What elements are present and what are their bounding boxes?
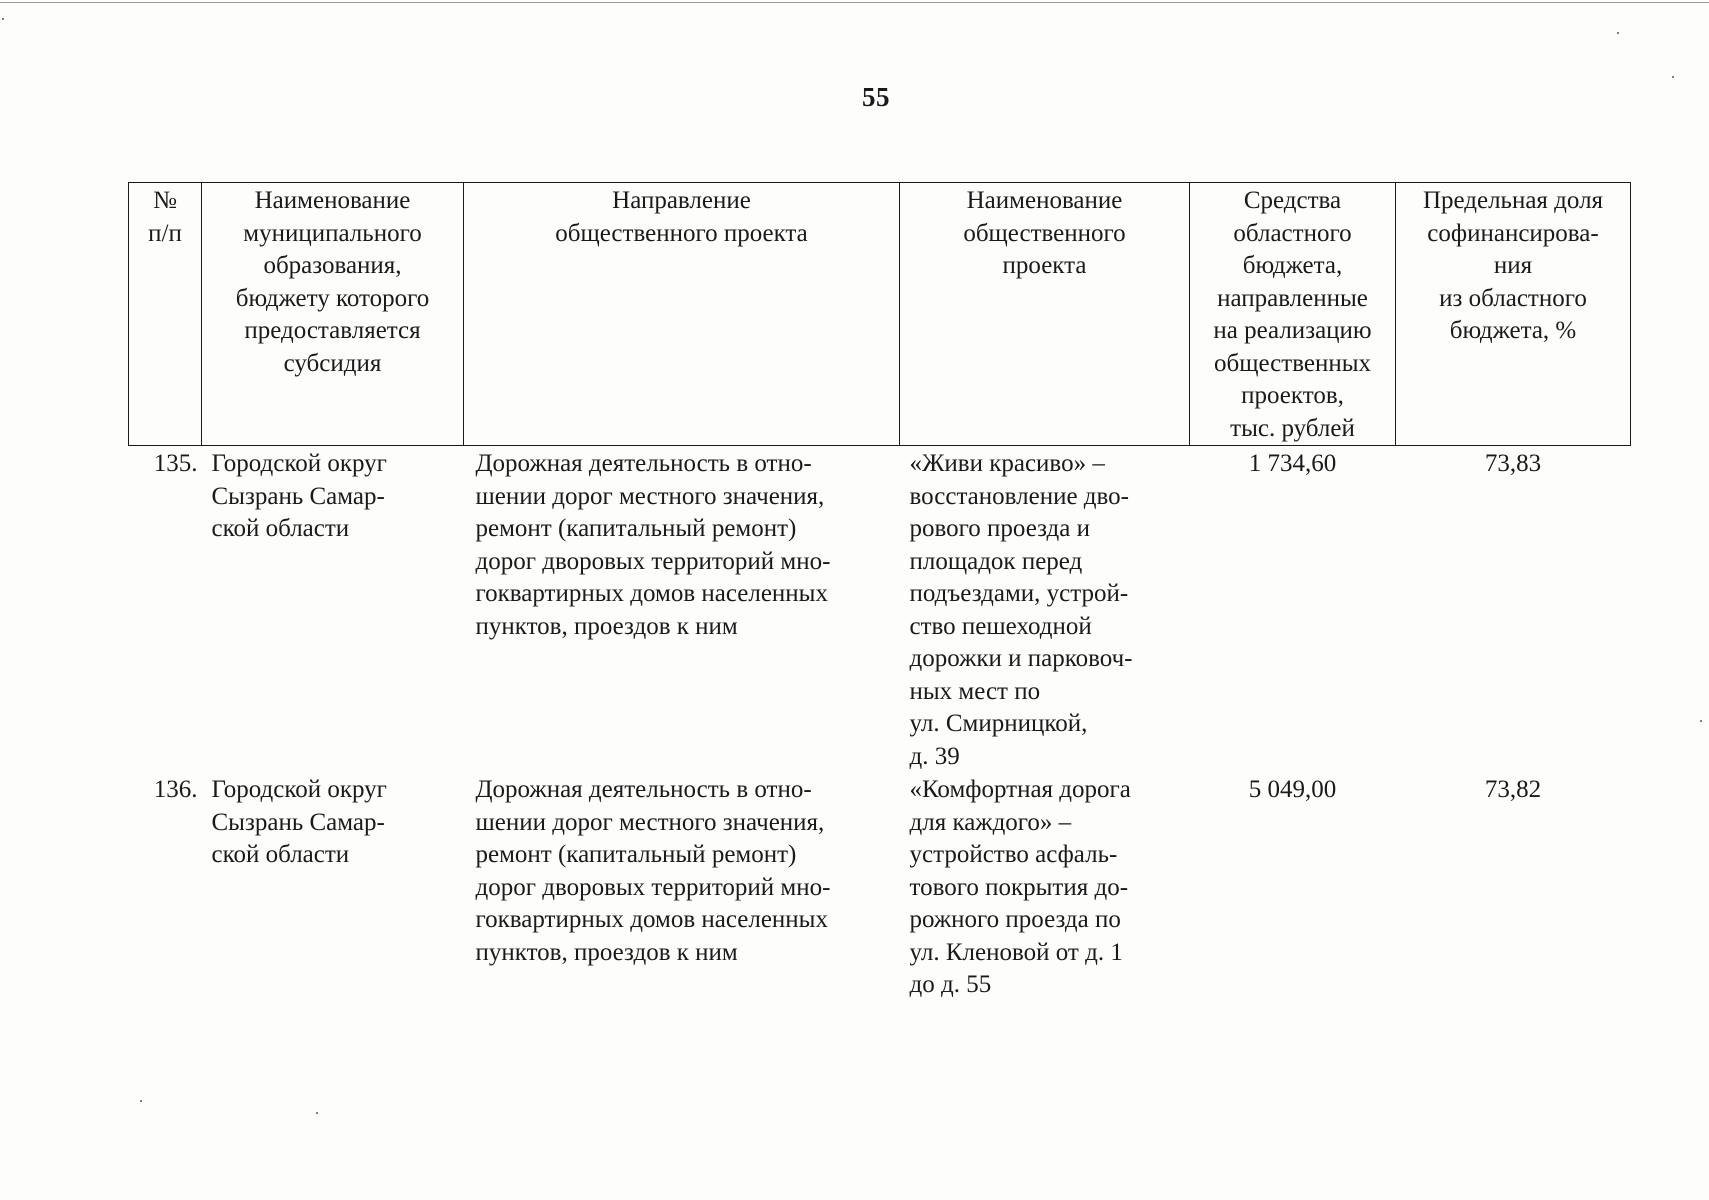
table-body	[129, 446, 1631, 1002]
scan-speck	[140, 1100, 142, 1102]
scan-speck	[316, 1112, 318, 1114]
top-edge-rule	[0, 2, 1709, 3]
project-name-cell: «Комфортная дорога для каждого» – устройство асфаль- тового покрытия до- рожного проезда по ул. Кленовой от д. 1 до д. 55	[909, 776, 1131, 998]
header-cofinancing-share: Предельная доля софинансирова- ния из областного бюджета, %	[1396, 183, 1631, 446]
header-project-name: Наименование общественного проекта	[900, 183, 1190, 446]
scan-speck	[1700, 720, 1702, 722]
subsidy-table	[128, 182, 1631, 1002]
funds-cell: 5 049,00	[1248, 776, 1337, 803]
share-cell: 73,82	[1484, 776, 1542, 803]
municipality-cell: Городской округ Сызрань Самар- ской области	[211, 450, 387, 542]
row-number: 136.	[153, 776, 198, 803]
scan-speck	[2, 18, 4, 20]
row-number: 135.	[153, 450, 198, 477]
scan-speck	[1617, 32, 1619, 34]
page-number: 55	[862, 82, 890, 112]
funds-cell: 1 734,60	[1248, 450, 1337, 477]
share-cell: 73,83	[1484, 450, 1542, 477]
header-row	[129, 183, 1631, 446]
direction-cell: Дорожная деятельность в отно- шении дорог местного значения, ремонт (капитальный ремонт) дорог дворовых территорий мно- гоквартирных домов населенных пунктов, проездов к ним	[475, 776, 831, 966]
table-header	[129, 183, 1631, 446]
table-row	[129, 774, 1631, 1002]
header-project-direction: Направление общественного проекта	[464, 183, 900, 446]
header-municipality: Наименование муниципального образования, бюджету которого предоставляется субсидия	[202, 183, 464, 446]
header-regional-funds: Средства областного бюджета, направленные на реализацию общественных проектов, тыс. рублей	[1190, 183, 1396, 446]
project-name-cell: «Живи красиво» – восстановление дво- рового проезда и площадок перед подъездами, устрой- ство пешеходной дорожки и парковоч- ных мест по ул. Смирницкой, д. 39	[909, 450, 1133, 770]
table-row	[129, 446, 1631, 775]
direction-cell: Дорожная деятельность в отно- шении дорог местного значения, ремонт (капитальный ремонт) дорог дворовых территорий мно- гоквартирных домов населенных пунктов, проездов к ним	[475, 450, 831, 640]
scan-speck	[1672, 76, 1674, 78]
header-number: № п/п	[129, 183, 202, 446]
municipality-cell: Городской округ Сызрань Самар- ской области	[211, 776, 387, 868]
